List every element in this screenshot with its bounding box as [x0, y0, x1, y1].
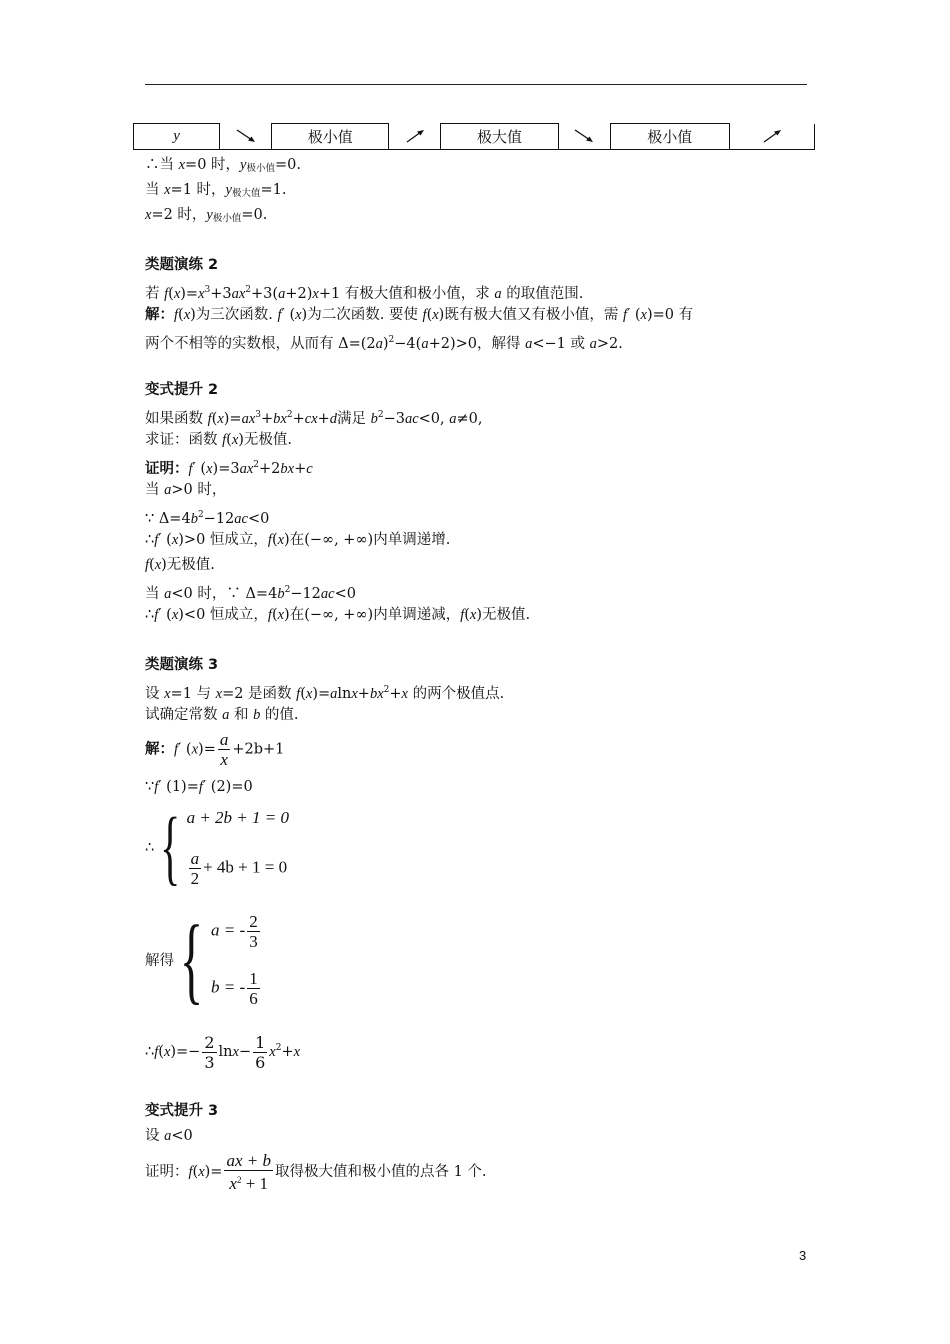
- section-heading: 类题演练 2: [145, 257, 219, 273]
- proof-line: 证明：f′ $(x)=3ax^2+2bx+c$: [145, 460, 313, 477]
- solution-system: 解得 { a = - $\frac{2}{3}$ b = - $\frac{1}{6}$: [145, 912, 262, 1007]
- left-brace-icon: {: [160, 801, 181, 894]
- problem-line: 求证：函数 f(x)无极值.: [145, 432, 293, 448]
- increasing-arrow-icon: [389, 124, 441, 150]
- final-function-line: ∴f(x)=− $\frac{2}{3}$ lnx− $\frac{1}{6}$ $x^2+x$: [145, 1032, 301, 1072]
- fraction-ax-plus-b: $\frac{ax + b}{x^2 + 1}$: [226, 1151, 271, 1193]
- variation-table-row: [133, 123, 815, 150]
- proof-line: f(x)无极值.: [145, 557, 215, 573]
- proof-line: 当 a<0 时，∵ $\Delta=4b^2-12ac<0$: [145, 585, 356, 602]
- problem-line: 试确定常数 a 和 b 的值.: [145, 707, 299, 723]
- problem-line: 设 a<0: [145, 1128, 193, 1144]
- solution-line-2: 两个不相等的实数根，从而有 $\Delta=(2a)^2-4(a+2)>0$，解得 a<−1 或 a>2.: [145, 335, 623, 352]
- solution-derivative-line: 解：f′ (x)= $\frac{a}{x}$ +2b+1: [145, 730, 285, 769]
- proof-line: ∴f′ (x)<0 恒成立，f(x)在(−∞, +∞)内单调递减，f(x)无极值.: [145, 607, 531, 623]
- table-cell-max: 极大值: [441, 124, 558, 150]
- proof-line: ∴f′ (x)>0 恒成立，f(x)在(−∞, +∞)内单调递增.: [145, 532, 451, 548]
- increasing-arrow-icon: [729, 124, 814, 150]
- result-line-1: ∴当 x=0 时，$y_{极小值}=0$.: [145, 157, 301, 174]
- decreasing-arrow-icon: [558, 124, 610, 150]
- proof-line: ∵ $\Delta=4b^2-12ac<0$: [145, 510, 270, 527]
- section-heading: 变式提升 3: [145, 1103, 219, 1119]
- answer-a: a = - $\frac{2}{3}$: [211, 911, 258, 951]
- proof-statement-line: 证明：f(x)= $\frac{ax + b}{x^2 + 1}$ 取得极大值和极小值的点各 1 个.: [145, 1151, 487, 1193]
- row-label-y: y: [134, 124, 220, 150]
- answer-b: b = - $\frac{1}{6}$: [211, 968, 258, 1008]
- fraction-a-over-x: $\frac{a}{x}$: [219, 730, 229, 769]
- proof-line: 当 a>0 时，: [145, 482, 227, 498]
- header-rule: [145, 84, 807, 85]
- table-cell-min2: 极小值: [610, 124, 729, 150]
- equation-1: a + 2b + 1 = 0: [186, 808, 289, 827]
- decreasing-arrow-icon: [220, 124, 272, 150]
- equation-2: $\frac{a}{2}$ + 4b + 1 = 0: [190, 849, 288, 888]
- left-brace-icon: {: [179, 905, 204, 1014]
- solution-line-1: 解：f(x)为三次函数. f′ (x)为二次函数. 要使 f(x)既有极大值又有极小值，需 f′ (x)=0 有: [145, 307, 694, 323]
- section-heading: 变式提升 2: [145, 382, 219, 398]
- question-text: 若 $f(x)=x^3+3ax^2+3(a+2)x+1$ 有极大值和极小值，求 a 的取值范围.: [145, 285, 584, 302]
- page-number: 3: [799, 1248, 807, 1263]
- equation-system: ∴ { a + 2b + 1 = 0 $\frac{a}{2}$ + 4b + 1 = 0: [145, 801, 289, 894]
- section-heading: 类题演练 3: [145, 657, 219, 673]
- result-line-3: x=2 时，$y_{极小值}=0$.: [145, 207, 268, 224]
- result-line-2: 当 x=1 时，$y_{极大值}=1$.: [145, 182, 287, 199]
- problem-line: 如果函数 $f(x)=ax^3+bx^2+cx+d$满足 $b^2-3ac<0$, a≠0,: [145, 410, 483, 427]
- condition-line: ∵f′ (1)=f′ (2)=0: [145, 779, 253, 795]
- table-cell-min1: 极小值: [272, 124, 389, 150]
- problem-line: 设 x=1 与 x=2 是函数 $f(x)=alnx+bx^2+x$ 的两个极值点.: [145, 685, 505, 702]
